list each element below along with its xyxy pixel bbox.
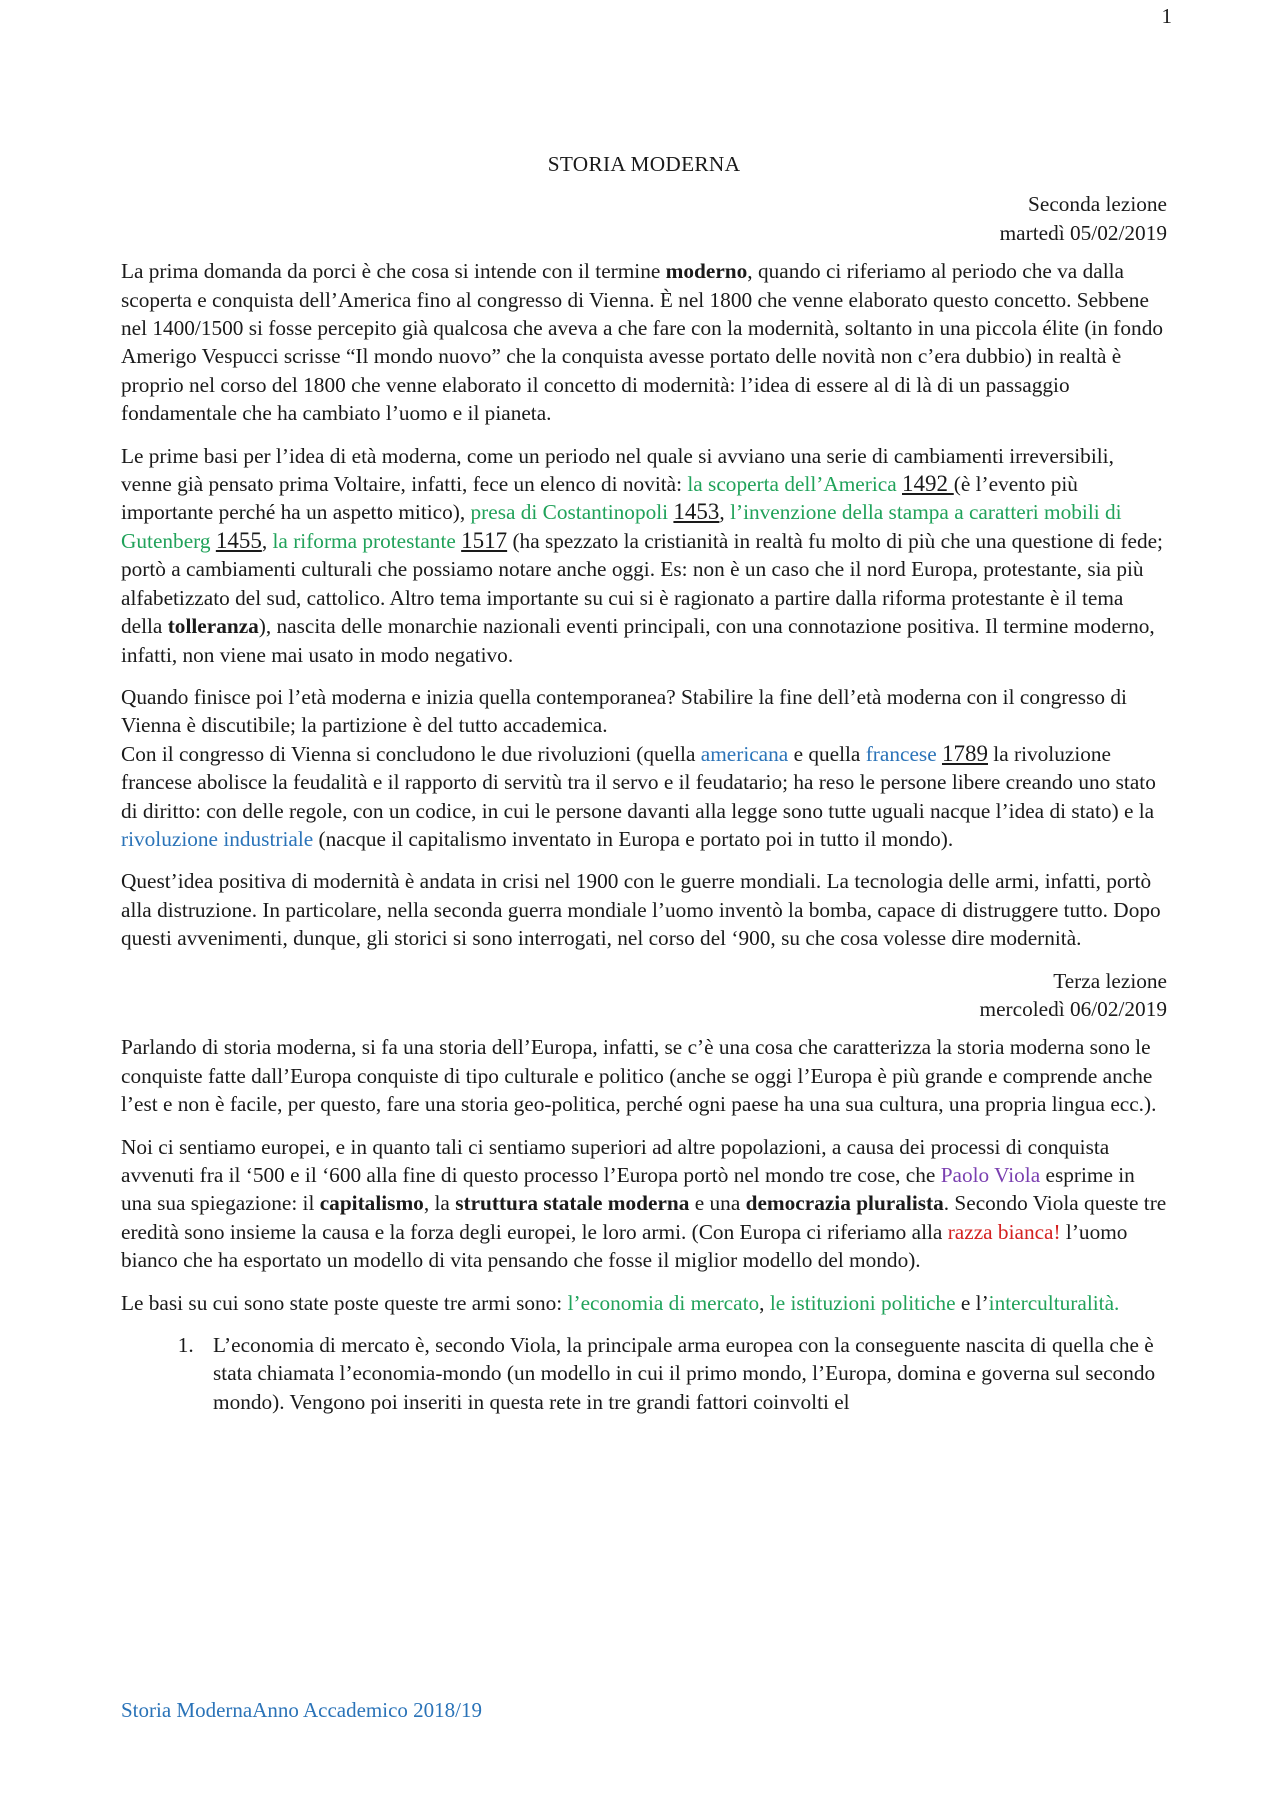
highlight-green: la riforma protestante — [272, 528, 456, 553]
underlined-date: 1492 — [902, 471, 954, 497]
highlight-violet: Paolo Viola — [940, 1163, 1041, 1187]
bold-term: democrazia pluralista — [745, 1191, 944, 1216]
highlight-green: le istituzioni politiche — [769, 1290, 956, 1315]
underlined-date: 1789 — [941, 740, 988, 766]
lesson-date: mercoledì 06/02/2019 — [979, 996, 1167, 1021]
underlined-date: 1517 — [461, 527, 508, 553]
highlight-blue: americana — [700, 741, 789, 766]
paragraph: Quando finisce poi l’età moderna e inizia quella contemporanea? Stabilire la fine dell’età moderna con il congresso di Vienna è discutibile; la partizione è del tutto accademica. — [121, 684, 1127, 738]
paragraph: Le prime basi per l’idea di età moderna, come un periodo nel quale si avviano una serie di cambiamenti irreversibili, venne già pensato prima Voltaire, infatti, fece un elenco di novità: la scoperta dell’America 1492 (è l’evento più importante perché ha un aspetto mitico), presa di Costantinopoli 1453, l’invenzione della stampa a caratteri mobili di Gutenberg 1455, la riforma protestante 1517 (ha spezzato la cristianità in realtà fu molto di più che una questione di fede; portò a cambiamenti culturali che possiamo notare anche oggi. Es: non è un caso che il nord Europa, protestante, sia più alfabetizzato del sud, cattolico. Altro tema importante su cui si è ragionato a partire dalla riforma protestante è il tema della tolleranza), nascita delle monarchie nazionali eventi principali, con una connotazione positiva. Il termine moderno, infatti, non viene mai usato in modo negativo. — [121, 443, 1163, 667]
highlight-blue: rivoluzione industriale — [121, 826, 314, 851]
document-title: STORIA MODERNA — [547, 152, 741, 176]
list-item: 1. L’economia di mercato è, secondo Viola, la principale arma europea con la conseguente nascita di quella che è stata chiamata l’economia-mondo (un modello in cui il primo mondo, l’Europa, domina e governa sul secondo mondo). Vengono poi inseriti in questa rete in tre grandi fattori coinvolti el — [199, 1331, 1167, 1416]
highlight-green: la scoperta dell’America — [687, 472, 897, 497]
page-footer: Storia ModernaAnno Accademico 2018/19 — [121, 1698, 482, 1722]
underlined-date: 1455 — [215, 527, 262, 553]
page-number: 1 — [1161, 4, 1172, 28]
highlight-green: presa di Costantinopoli — [470, 500, 669, 525]
underlined-date: 1453 — [673, 499, 720, 525]
lesson-label: Terza lezione — [1053, 968, 1167, 993]
lesson-label: Seconda lezione — [1028, 192, 1167, 217]
paragraph: Con il congresso di Vienna si concludono le due rivoluzioni (quella americana e quella francese 1789 la rivoluzione francese abolisce la feudalità e il rapporto di servitù tra il servo e il feudatario; ha reso le persone libere creando uno stato di diritto: con delle regole, con un codice, in cui le persone davanti alla legge sono tutte uguali nacque l’idea di stato) e la rivoluzione industriale (nacque il capitalismo inventato in Europa e portato poi in tutto il mondo). — [121, 740, 1156, 851]
highlight-green: l’economia di mercato — [567, 1290, 760, 1315]
bold-term: capitalismo — [319, 1191, 424, 1216]
paragraph: Parlando di storia moderna, si fa una storia dell’Europa, infatti, se c’è una cosa che caratterizza la storia moderna sono le conquiste fatte dall’Europa conquiste di tipo culturale e politico (anche se oggi l’Europa è più grande e comprende anche l’est e non è facile, per questo, fare una storia geo-politica, perché ogni paese ha una sua cultura, una propria lingua ecc.). — [121, 1035, 1157, 1117]
highlight-green: l’invenzione della stampa a caratteri mobili di Gutenberg — [121, 500, 1122, 553]
highlight-blue: francese — [865, 741, 937, 766]
bold-term: moderno — [665, 259, 748, 284]
numbered-list — [121, 1331, 1167, 1416]
highlight-green: interculturalità. — [988, 1290, 1120, 1315]
paragraph: Le basi su cui sono state poste queste tre armi sono: l’economia di mercato, le istituzioni politiche e l’interculturalità. — [121, 1290, 1120, 1315]
lesson-date: martedì 05/02/2019 — [999, 220, 1167, 245]
bold-term: tolleranza — [167, 614, 259, 639]
paragraph: Noi ci sentiamo europei, e in quanto tali ci sentiamo superiori ad altre popolazioni, a causa dei processi di conquista avvenuti fra il ‘500 e il ‘600 alla fine di questo processo l’Europa portò nel mondo tre cose, che Paolo Viola esprime in una sua spiegazione: il capitalismo, la struttura statale moderna e una democrazia pluralista. Secondo Viola queste tre eredità sono insieme la causa e la forza degli europei, le loro armi. (Con Europa ci riferiamo alla razza bianca! l’uomo bianco che ha esportato un modello di vita pensando che fosse il miglior modello del mondo). — [121, 1134, 1167, 1273]
document-body — [121, 150, 1167, 1416]
highlight-red: razza bianca! — [947, 1219, 1061, 1244]
paragraph: La prima domanda da porci è che cosa si intende con il termine moderno, quando ci riferiamo al periodo che va dalla scoperta e conquista dell’America fino al congresso di Vienna. È nel 1800 che venne elaborato questo concetto. Sebbene nel 1400/1500 si fosse percepito già qualcosa che aveva a che fare con la modernità, soltanto in una piccola élite (in fondo Amerigo Vespucci scrisse “Il mondo nuovo” che la conquista avesse portato delle novità non c’era dubbio) in realtà è proprio nel corso del 1800 che venne elaborato il concetto di modernità: l’idea di essere al di là di un passaggio fondamentale che ha cambiato l’uomo e il pianeta. — [121, 259, 1163, 426]
bold-term: struttura statale moderna — [455, 1191, 690, 1216]
paragraph: Quest’idea positiva di modernità è andata in crisi nel 1900 con le guerre mondiali. La tecnologia delle armi, infatti, portò alla distruzione. In particolare, nella seconda guerra mondiale l’uomo inventò la bomba, capace di distruggere tutto. Dopo questi avvenimenti, dunque, gli storici si sono interrogati, nel corso del ‘900, su che cosa volesse dire modernità. — [121, 869, 1161, 951]
